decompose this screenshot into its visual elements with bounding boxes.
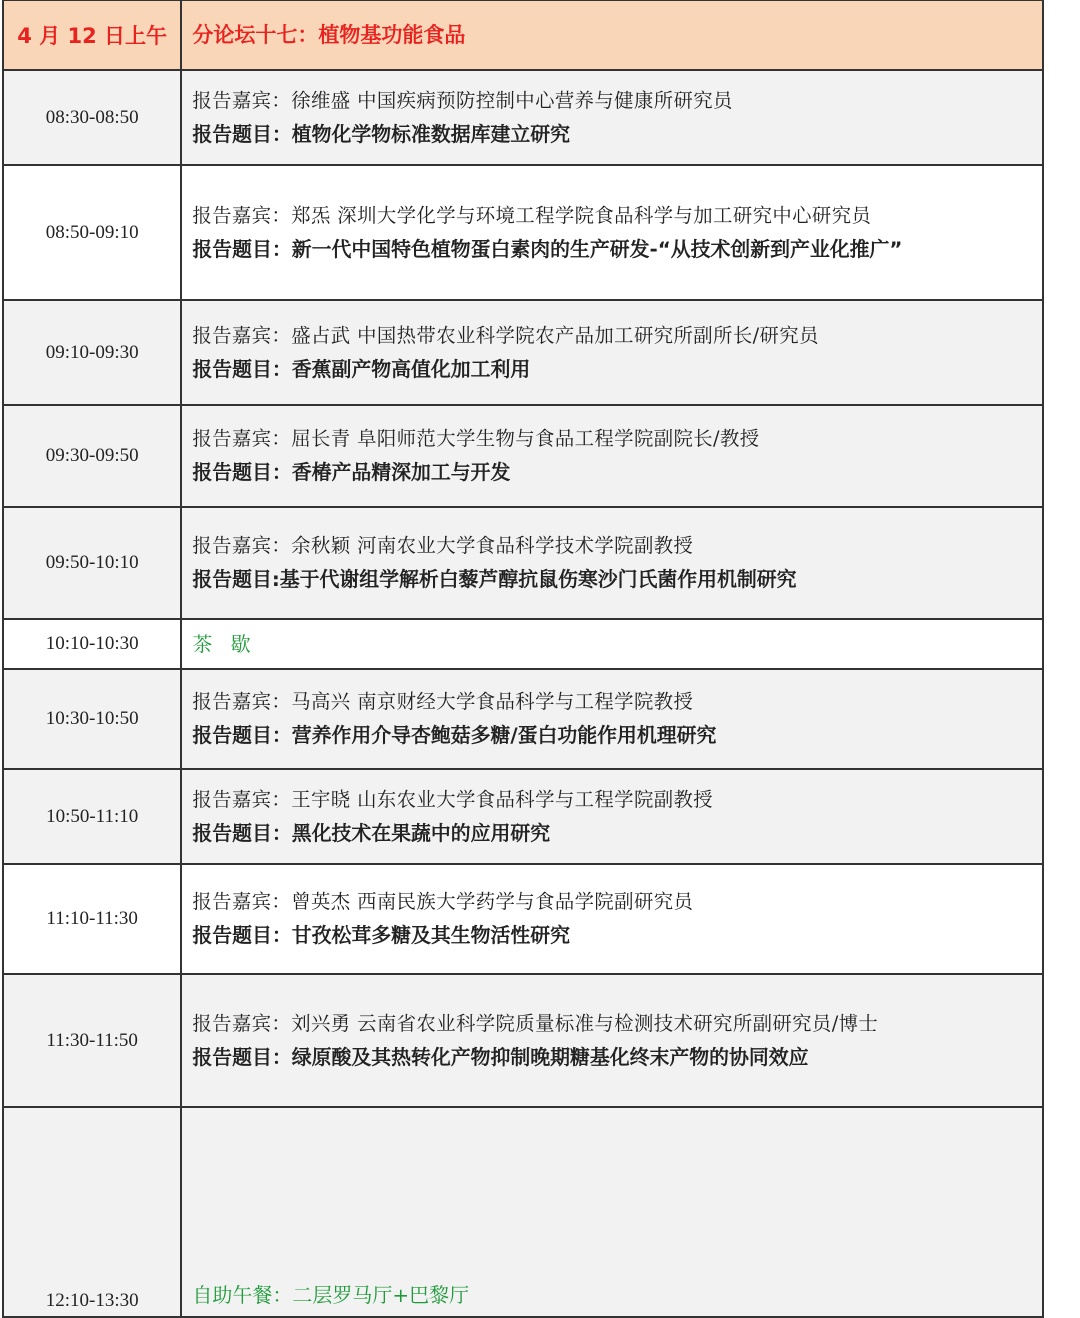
session-time: 11:10-11:30	[3, 864, 181, 974]
speaker-line: 报告嘉宾：王宇晓 山东农业大学食品科学与工程学院副教授	[192, 787, 714, 811]
session-row	[3, 864, 1043, 974]
session-time: 12:10-13:30	[3, 1107, 181, 1317]
session-time: 09:50-10:10	[3, 507, 181, 619]
session-info	[181, 864, 1043, 974]
session-info	[181, 974, 1043, 1107]
session-info	[181, 300, 1043, 405]
topic-line: 报告题目：甘孜松茸多糖及其生物活性研究	[192, 924, 570, 947]
speaker-line: 报告嘉宾：余秋颖 河南农业大学食品科学技术学院副教授	[192, 534, 694, 557]
session-row	[3, 300, 1043, 405]
session-info	[181, 70, 1043, 165]
topic-line: 报告题目：绿原酸及其热转化产物抑制晚期糖基化终末产物的协同效应	[192, 1045, 809, 1069]
speaker-line: 报告嘉宾：马高兴 南京财经大学食品科学与工程学院教授	[192, 690, 694, 713]
topic-line: 报告题目：植物化学物标准数据库建立研究	[192, 122, 570, 146]
session-info	[181, 769, 1043, 864]
session-time: 11:30-11:50	[3, 974, 181, 1107]
session-time: 08:50-09:10	[3, 165, 181, 300]
speaker-line: 报告嘉宾：刘兴勇 云南省农业科学院质量标准与检测技术研究所副研究员/博士	[192, 1011, 879, 1035]
break-row	[3, 619, 1043, 669]
session-info	[181, 669, 1043, 769]
topic-line: 报告题目：香蕉副产物高值化加工利用	[192, 357, 531, 381]
topic-line: 报告题目：新一代中国特色植物蛋白素肉的生产研发-“从技术创新到产业化推广”	[192, 237, 903, 261]
schedule-table	[2, 0, 1044, 1318]
session-row	[3, 70, 1043, 165]
session-info	[181, 165, 1043, 300]
session-row	[3, 405, 1043, 507]
lunch-row	[3, 1107, 1043, 1317]
speaker-line: 报告嘉宾：徐维盛 中国疾病预防控制中心营养与健康所研究员	[192, 88, 733, 112]
session-row	[3, 507, 1043, 619]
break-label: 茶 歇	[192, 632, 257, 656]
session-time: 10:50-11:10	[3, 769, 181, 864]
topic-line: 报告题目：营养作用介导杏鲍菇多糖/蛋白功能作用机理研究	[192, 724, 717, 747]
session-time: 09:10-09:30	[3, 300, 181, 405]
session-info	[181, 405, 1043, 507]
date-cell: 4 月 12 日上午	[3, 0, 181, 70]
session-row	[3, 165, 1043, 300]
session-time: 10:10-10:30	[3, 619, 181, 669]
speaker-line: 报告嘉宾：盛占武 中国热带农业科学院农产品加工研究所副所长/研究员	[192, 323, 819, 347]
session-row	[3, 769, 1043, 864]
session-row	[3, 669, 1043, 769]
lunch-label: 自助午餐：二层罗马厅+巴黎厅	[192, 1283, 470, 1307]
session-time: 08:30-08:50	[3, 70, 181, 165]
header-row	[3, 0, 1043, 70]
lunch-cell	[181, 1107, 1043, 1317]
speaker-line: 报告嘉宾：曾英杰 西南民族大学药学与食品学院副研究员	[192, 890, 694, 913]
break-cell	[181, 619, 1043, 669]
session-row	[3, 974, 1043, 1107]
forum-title: 分论坛十七：植物基功能食品	[181, 0, 1043, 70]
speaker-line: 报告嘉宾：屈长青 阜阳师范大学生物与食品工程学院副院长/教授	[192, 427, 760, 450]
topic-line: 报告题目：香椿产品精深加工与开发	[192, 461, 511, 484]
session-info	[181, 507, 1043, 619]
topic-line: 报告题目:基于代谢组学解析白藜芦醇抗鼠伤寒沙门氏菌作用机制研究	[192, 568, 797, 591]
topic-line: 报告题目：黑化技术在果蔬中的应用研究	[192, 821, 551, 845]
speaker-line: 报告嘉宾：郑炁 深圳大学化学与环境工程学院食品科学与加工研究中心研究员	[192, 203, 872, 227]
session-time: 10:30-10:50	[3, 669, 181, 769]
session-time: 09:30-09:50	[3, 405, 181, 507]
